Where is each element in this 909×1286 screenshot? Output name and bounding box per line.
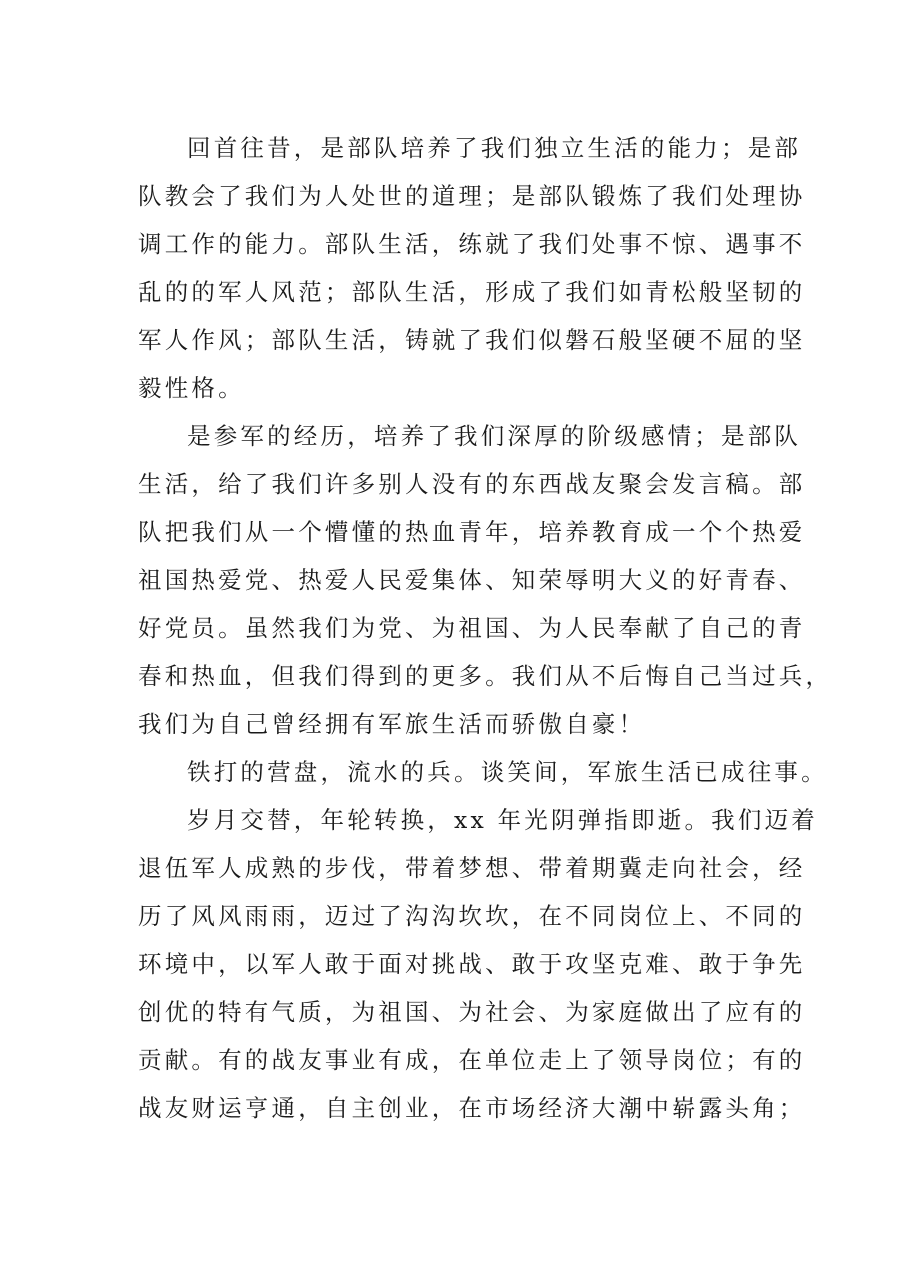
- text-line: 贡献。有的战友事业有成，在单位走上了领导岗位；有的: [138, 1046, 806, 1074]
- document-body: [138, 124, 833, 1132]
- text-line: 队教会了我们为人处世的道理；是部队锻炼了我们处理协: [138, 182, 806, 210]
- text-line: 祖国热爱党、热爱人民爱集体、知荣辱明大义的好青春、: [138, 566, 806, 594]
- text-line: 铁打的营盘，流水的兵。谈笑间，军旅生活已成往事。: [187, 758, 828, 786]
- text-line: 我们为自己曾经拥有军旅生活而骄傲自豪！: [138, 710, 646, 738]
- text-line: 回首往昔，是部队培养了我们独立生活的能力；是部: [187, 134, 802, 162]
- text-line: 是参军的经历，培养了我们深厚的阶级感情；是部队: [187, 422, 802, 450]
- text-line: 退伍军人成熟的步伐，带着梦想、带着期冀走向社会，经: [138, 854, 806, 882]
- text-line: 春和热血，但我们得到的更多。我们从不后悔自己当过兵，: [138, 662, 833, 690]
- text-line: 岁月交替，年轮转换，xx 年光阴弹指即逝。我们迈着: [187, 806, 818, 834]
- text-line: 毅性格。: [138, 374, 245, 402]
- text-line: 战友财运亨通，自主创业，在市场经济大潮中崭露头角；: [138, 1094, 806, 1122]
- text-line: 乱的的军人风范；部队生活，形成了我们如青松般坚韧的: [138, 278, 806, 306]
- text-line: 生活，给了我们许多别人没有的东西战友聚会发言稿。部: [138, 470, 806, 498]
- text-line: 环境中，以军人敢于面对挑战、敢于攻坚克难、敢于争先: [138, 950, 806, 978]
- text-line: 队把我们从一个懵懂的热血青年，培养教育成一个个热爱: [138, 518, 806, 546]
- text-line: 创优的特有气质，为祖国、为社会、为家庭做出了应有的: [138, 998, 806, 1026]
- text-line: 历了风风雨雨，迈过了沟沟坎坎，在不同岗位上、不同的: [138, 902, 806, 930]
- text-line: 军人作风；部队生活，铸就了我们似磐石般坚硬不屈的坚: [138, 326, 806, 354]
- text-line: 好党员。虽然我们为党、为祖国、为人民奉献了自己的青: [138, 614, 806, 642]
- text-line: 调工作的能力。部队生活，练就了我们处事不惊、遇事不: [138, 230, 806, 258]
